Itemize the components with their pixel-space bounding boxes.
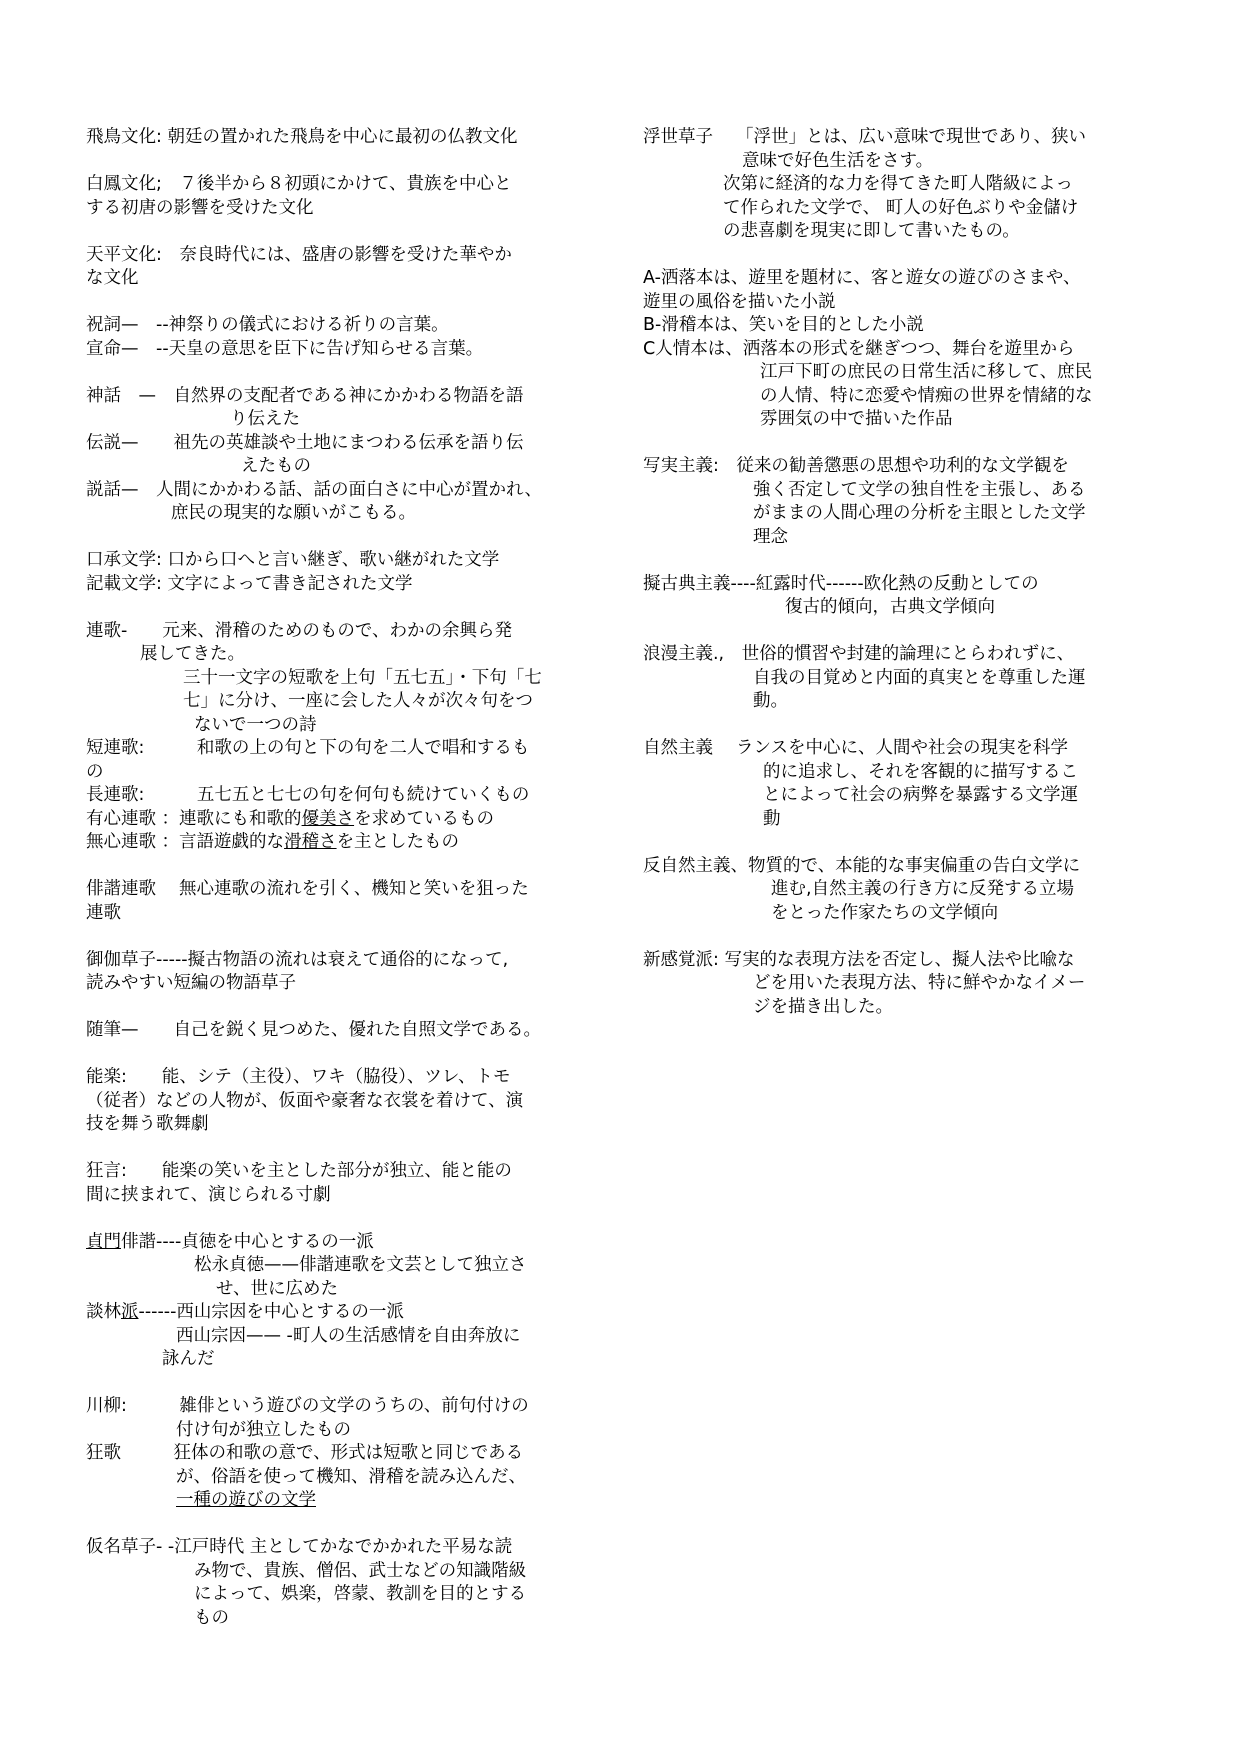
kyoka-line-3: 一種の遊びの文学 (176, 1490, 316, 1510)
giko-line-1: 擬古典主義----紅露时代------欧化熱の反動としての (643, 573, 1039, 594)
renga-line-4: 七」に分け、一座に会した人々が次々句をつ (183, 691, 533, 711)
ninjo-line-4: 雰囲気の中で描いた作品 (760, 409, 953, 429)
danrin-line-1 (86, 1301, 626, 1325)
haikai-line-1: 俳諧連歌 無心連歌の流れを引く、機知と笑いを狙った (86, 879, 529, 899)
kana-line-4: もの (194, 1607, 229, 1628)
shizen-line-1: 自然主義 ランスを中心に、人間や社会の現実を科学 (643, 738, 1069, 758)
noh-line-3: 技を舞う歌舞劇 (86, 1114, 209, 1134)
teimon-underlined: 貞門 (86, 1231, 121, 1252)
chorenga-line: 長連歌: 五七五と七七の句を何句も続けていくもの (86, 785, 530, 805)
kyogen-line-1: 狂言: 能楽の笑いを主とした部分が独立、能と能の (86, 1161, 512, 1181)
tenpyo-line-1: 天平文化: 奈良時代には、盛唐の影響を受けた華やか (86, 244, 512, 265)
senmyo-line: 宣命— --天皇の意思を臣下に告げ知らせる言葉。 (86, 338, 484, 359)
ushin-text: 有心連歌 ：連歌にも和歌的 (86, 808, 302, 829)
shajitsu-line-2: 強く否定して文学の独自性を主張し、ある (753, 479, 1086, 500)
entry-shinkankaku (643, 949, 1173, 1020)
danrin-line-3: 詠んだ (162, 1349, 215, 1369)
norito-line: 祝詞— --神祭りの儀式における祈りの言葉。 (86, 315, 449, 335)
shinkankaku-line-1: 新感覚派: 写実的な表現方法を否定し、擬人法や比喩な (643, 949, 1075, 970)
entry-sharebon (643, 267, 1173, 432)
entry-ukiyo (643, 126, 1173, 244)
shajitsu-line-3: がままの人間心理の分析を主眼とした文学 (753, 503, 1086, 523)
entry-kana (86, 1536, 626, 1630)
right-column (643, 126, 1173, 1019)
danrin-text: 談林 (86, 1302, 121, 1322)
teimon-text: 俳諧----貞徳を中心とするの一派 (121, 1231, 374, 1252)
setsuwa-line-2: 庶民の現実的な願いがこもる。 (171, 503, 416, 523)
share-line-1: A-洒落本は、遊里を題材に、客と遊女の遊びのさまや、 (643, 268, 1081, 288)
shizen-line-3: とによって社会の病弊を暴露する文学運 (763, 785, 1078, 805)
entry-shinwa-densetsu-setsuwa (86, 385, 626, 526)
ninjo-line-2: 江戸下町の庶民の日常生活に移して、庶民 (760, 362, 1093, 382)
ushin-line (86, 808, 626, 832)
otogi-line-2: 読みやすい短編の物語草子 (86, 973, 296, 993)
haikai-line-2: 連歌 (86, 902, 121, 923)
kyoka-line-1: 狂歌 狂体の和歌の意で、形式は短歌と同じである (86, 1443, 524, 1463)
densetsu-line-2: えたもの (241, 456, 311, 476)
entry-otogi (86, 949, 626, 996)
mushin-text-end: を主としたもの (336, 832, 460, 852)
ukiyo-line-2: 意味で好色生活をさす。 (742, 150, 934, 171)
shinkankaku-line-2: どを用いた表現方法、特に鮮やかなイメー (753, 973, 1086, 993)
ukiyo-line-5: の悲喜劇を現実に即して書いたもの。 (723, 221, 1020, 241)
mushin-underlined: 滑稽さ (284, 832, 337, 852)
entry-hanshizen (643, 855, 1173, 926)
shinkankaku-line-3: ジを描き出した。 (753, 996, 893, 1017)
kyoka-line-2: が、俗語を使って機知、滑稽を読み込んだ、 (176, 1466, 526, 1487)
shinwa-line-1: 神話 — 自然界の支配者である神にかかわる物語を語 (86, 385, 524, 406)
entry-noh (86, 1066, 626, 1137)
kokkei-line: B-滑稽本は、笑いを目的とした小説 (643, 315, 924, 335)
giko-line-2: 復古的傾向，古典文学傾向 (785, 597, 995, 617)
tanrenga-line-2: の (86, 761, 104, 782)
zuihitsu-line: 随筆— 自己を鋭く見つめた、優れた自照文学である。 (86, 1020, 541, 1040)
entry-hakuho (86, 173, 626, 220)
renga-line-3: 三十一文字の短歌を上句「五七五」・下句「七 (183, 667, 542, 688)
kosho-line: 口承文学: 口から口へと言い継ぎ、歌い継がれた文学 (86, 550, 500, 570)
shizen-line-4: 動 (763, 808, 781, 829)
asuka-line-1: 飛鳥文化: 朝廷の置かれた飛鳥を中心に最初の仏教文化 (86, 127, 518, 147)
hakuho-line-2: する初唐の影響を受けた文化 (86, 197, 314, 218)
densetsu-line-1: 伝説— 祖先の英雄談や土地にまつわる伝承を語り伝 (86, 432, 524, 453)
hanshizen-line-3: をとった作家たちの文学傾向 (771, 902, 999, 923)
kana-line-3: によって、娯楽，啓蒙、教訓を目的とする (194, 1584, 527, 1604)
roman-line-2: 自我の目覚めと内面的真実とを尊重した運 (753, 667, 1086, 688)
hanshizen-line-1: 反自然主義、物質的で、本能的な事実偏重の告白文学に (643, 855, 1081, 876)
shizen-line-2: 的に追求し、それを客観的に描写するこ (763, 761, 1078, 782)
kana-line-1: 仮名草子- -江戸時代 主としてかなでかかれた平易な読 (86, 1537, 513, 1557)
mushin-line (86, 831, 626, 855)
entry-roman (643, 643, 1173, 714)
entry-zuihitsu (86, 1019, 626, 1043)
entry-norito-senmyo (86, 314, 626, 361)
ukiyo-line-4: て作られた文学で、 町人の好色ぶりや金儲け (723, 197, 1079, 218)
tanrenga-line-1: 短連歌: 和歌の上の句と下の句を二人で唱和するも (86, 738, 530, 758)
ushin-underlined: 優美さ (301, 808, 355, 829)
shajitsu-line-4: 理念 (753, 526, 788, 547)
teimon-line-3: せ、世に広めた (216, 1278, 338, 1299)
entry-shajitsu (643, 455, 1173, 549)
entry-senryu-kyoka (86, 1395, 626, 1513)
hakuho-line-1: 白鳳文化; ７後半から８初頭にかけて、貴族を中心と (86, 174, 512, 194)
kyogen-line-2: 間に挟まれて、演じられる寸劇 (86, 1184, 331, 1205)
shinwa-line-2: り伝えた (230, 409, 300, 429)
kana-line-2: み物で、貴族、僧侶、武士などの知識階級 (194, 1560, 527, 1581)
senryu-line-2: 付け句が独立したもの (176, 1419, 351, 1440)
teimon-line-1 (86, 1231, 626, 1255)
danrin-line-2: 西山宗因—— -町人の生活感情を自由奔放に (176, 1325, 521, 1346)
kisai-line: 記載文学: 文字によって書き記された文学 (86, 573, 413, 594)
entry-kosho-kisai (86, 549, 626, 596)
roman-line-3: 動。 (753, 691, 788, 711)
noh-line-1: 能楽: 能、シテ（主役）、ワキ（脇役）、ツレ、トモ (86, 1067, 511, 1087)
renga-line-2: 展してきた。 (140, 644, 245, 664)
entry-tenpyo (86, 244, 626, 291)
noh-line-2: （従者）などの人物が、仮面や豪奢な衣裳を着けて、演 (86, 1090, 524, 1111)
danrin-text-end: ------西山宗因を中心とするの一派 (138, 1302, 404, 1322)
hanshizen-line-2: 進む,自然主義の行き方に反発する立場 (771, 879, 1075, 899)
ukiyo-line-3: 次第に経済的な力を得てきた町人階級によっ (723, 174, 1073, 194)
left-column (86, 126, 626, 1630)
entry-haikai (86, 878, 626, 925)
ninjo-line-1: C人情本は、洒落本の形式を継ぎつつ、舞台を遊里から (643, 338, 1075, 359)
entry-asuka (86, 126, 626, 150)
renga-line-1: 連歌- 元来、滑稽のためのもので、わかの余興ら発 (86, 620, 512, 641)
ushin-text-end: を求めているもの (354, 808, 495, 829)
roman-line-1: 浪漫主義., 世俗的慣習や封建的論理にとらわれずに、 (643, 644, 1075, 664)
setsuwa-line-1: 説話— 人間にかかわる話、話の面白さに中心が置かれ、 (86, 479, 543, 500)
ninjo-line-3: の人情、特に恋愛や情痴の世界を情緒的な (760, 385, 1093, 406)
shajitsu-line-1: 写実主義: 従来の勧善懲悪の思想や功利的な文学観を (643, 456, 1069, 476)
danrin-underlined: 派 (121, 1302, 139, 1322)
entry-shizen (643, 737, 1173, 831)
entry-renga (86, 620, 626, 855)
tenpyo-line-2: な文化 (86, 268, 139, 288)
ukiyo-line-1: 浮世草子 「浮世」とは、広い意味で現世であり、狭い (643, 127, 1087, 147)
mushin-text: 無心連歌 ：言語遊戯的な (86, 832, 285, 852)
renga-line-5: ないで一つの詩 (194, 714, 317, 735)
otogi-line-1: 御伽草子-----擬古物語の流れは衰えて通俗的になって, (86, 949, 509, 970)
entry-teimon-danrin (86, 1231, 626, 1372)
entry-giko (643, 573, 1173, 620)
entry-kyogen (86, 1160, 626, 1207)
teimon-line-2: 松永貞徳——俳諧連歌を文芸として独立さ (194, 1255, 527, 1275)
share-line-2: 遊里の風俗を描いた小説 (643, 291, 836, 312)
senryu-line-1: 川柳: 雑俳という遊びの文学のうちの、前句付けの (86, 1396, 529, 1416)
